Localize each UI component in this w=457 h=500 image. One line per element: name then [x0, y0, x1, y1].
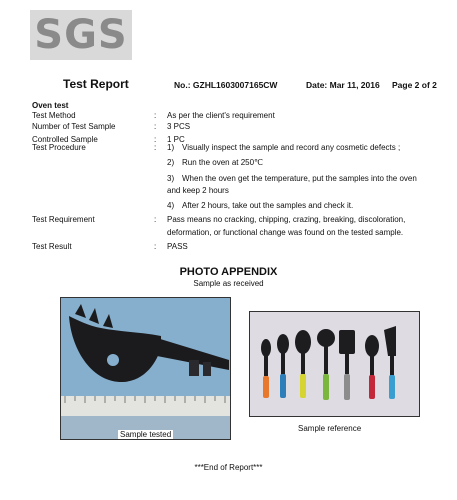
page-indicator: Page 2 of 2	[392, 80, 437, 90]
logo-text: SGS	[34, 12, 128, 58]
sample-count-label: Number of Test Sample	[32, 122, 116, 131]
controlled-sample-value: 1 PC	[167, 135, 185, 144]
test-method-label: Test Method	[32, 111, 76, 120]
end-of-report: ***End of Report***	[194, 463, 263, 472]
caption-sample-reference: Sample reference	[298, 424, 362, 433]
step-text: After 2 hours, take out the samples and check it.	[182, 201, 354, 210]
report-number: No.: GZHL1603007165CW	[174, 80, 278, 90]
step-number: 4)	[167, 201, 175, 210]
test-result-label: Test Result	[32, 242, 72, 251]
colon: :	[154, 143, 157, 152]
step-number: 1)	[167, 143, 175, 152]
sgs-logo	[30, 10, 132, 60]
test-requirement-label: Test Requirement	[32, 215, 95, 224]
step-number: 3)	[167, 174, 175, 183]
test-result-value: PASS	[167, 242, 188, 251]
report-title: Test Report	[63, 77, 129, 91]
test-requirement-line1: Pass means no cracking, chipping, crazing, breaking, discoloration,	[167, 215, 406, 224]
sample-reference-photo	[249, 311, 420, 417]
controlled-sample-label: Controlled Sample	[32, 135, 98, 144]
colon: :	[154, 122, 157, 131]
appendix-subtitle: Sample as received	[193, 279, 264, 288]
step-number: 2)	[167, 158, 175, 167]
section-title: Oven test	[32, 101, 69, 110]
sample-count-value: 3 PCS	[167, 122, 191, 131]
colon: :	[154, 242, 157, 251]
spaghetti-spoon-image	[61, 298, 231, 440]
colon: :	[154, 111, 157, 120]
sample-tested-photo	[60, 297, 231, 440]
step-text-continued: and keep 2 hours	[167, 186, 229, 195]
step-text: Run the oven at 250℃	[182, 158, 264, 167]
test-requirement-line2: deformation, or functional change was found on the tested sample.	[167, 228, 404, 237]
step-text: When the oven get the temperature, put the samples into the oven	[182, 174, 417, 183]
step-text: Visually inspect the sample and record any cosmetic defects ;	[182, 143, 401, 152]
colon: :	[154, 215, 157, 224]
test-procedure-label: Test Procedure	[32, 143, 86, 152]
utensil-set-image	[250, 312, 420, 417]
caption-sample-tested: Sample tested	[120, 430, 172, 439]
test-method-value: As per the client's requirement	[167, 111, 275, 120]
colon: :	[154, 135, 157, 144]
report-date: Date: Mar 11, 2016	[306, 80, 380, 90]
appendix-title: PHOTO APPENDIX	[179, 266, 278, 278]
